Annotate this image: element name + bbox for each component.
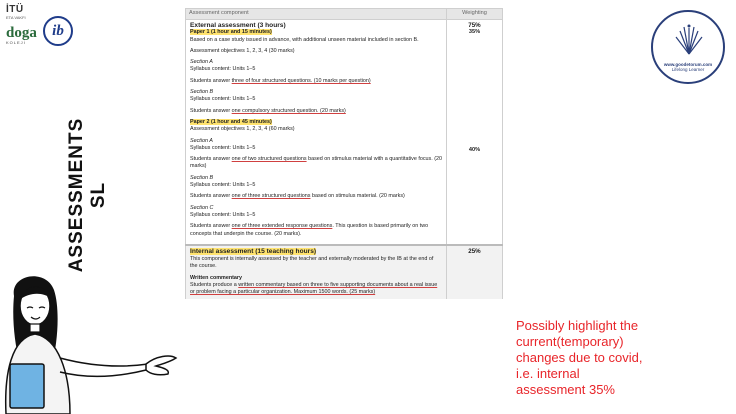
school-logo <box>6 4 42 45</box>
table-row <box>186 245 503 299</box>
speaker-note: Possibly highlight the current(temporary) changes due to covid, i.e. internal assessment 35% <box>516 318 643 397</box>
school-name: İTÜ <box>6 4 24 15</box>
pencils-icon <box>674 22 704 56</box>
commentary-desc: Students produce a written commentary based on three to five supporting documents about a real issue or problem facing a particular organization. Maximum 1500 words. (25 marks) <box>190 282 438 296</box>
internal-cell <box>186 245 447 299</box>
slide-title-text <box>66 100 110 290</box>
paper1-section-b-label: Section B <box>190 89 214 96</box>
table-header-row <box>186 9 503 20</box>
paper1-section-a-content: Syllabus content: Units 1–5 <box>190 66 256 73</box>
internal-title: Internal assessment (15 teaching hours) <box>190 247 317 255</box>
paper1-desc: Based on a case study issued in advance, with additional unseen material included in section B. <box>190 36 419 43</box>
external-weight: 75% <box>468 22 481 29</box>
paper2-section-c-label: Section C <box>190 204 214 211</box>
presenter-icon <box>0 272 180 414</box>
external-weight-cell <box>447 20 503 245</box>
paper2-section-c-content: Syllabus content: Units 1–5 <box>190 211 256 218</box>
commentary-title: Written commentary <box>190 274 243 281</box>
paper2-section-c-task: Students answer one of three extended response questions. This question is based primarily on two concepts that underpin the course. (20 marks). <box>190 223 429 237</box>
table-row <box>186 20 503 245</box>
paper2-section-a-label: Section A <box>190 137 213 144</box>
internal-weight: 25% <box>447 245 503 299</box>
paper2-section-b-label: Section B <box>190 174 214 181</box>
assessment-table-image <box>185 8 503 408</box>
lifelong-learner-logo <box>651 10 725 84</box>
koleji-wordmark: KOLEJİ <box>6 40 26 45</box>
paper2-title: Paper 2 (1 hour and 45 minutes) <box>190 118 272 125</box>
paper2-section-a-content: Syllabus content: Units 1–5 <box>190 144 256 151</box>
ib-logo-text: ib <box>52 22 64 39</box>
paper1-section-b-task: Students answer one compulsory structured question. (20 marks) <box>190 107 346 114</box>
external-cell <box>186 20 447 245</box>
school-sub: ETA VAKFI <box>6 15 26 20</box>
header-component: Assessment component <box>186 9 447 20</box>
paper1-objectives: Assessment objectives 1, 2, 3, 4 (30 marks) <box>190 47 295 54</box>
stamp-tagline: Lifelong Learner <box>671 67 705 72</box>
slide-title-line1: ASSESSMENTS <box>66 117 87 273</box>
slide-title <box>66 100 121 290</box>
paper2-weight: 40% <box>468 146 481 153</box>
paper2-section-b-content: Syllabus content: Units 1–5 <box>190 182 256 189</box>
slide-title-line2: SL <box>88 181 109 209</box>
paper1-title: Paper 1 (1 hour and 15 minutes) <box>190 29 272 36</box>
paper2-section-b-task: Students answer one of three structured questions based on stimulus material. (20 marks) <box>190 193 405 200</box>
paper1-section-a-label: Section A <box>190 59 213 66</box>
stamp-site: www.goodetorum.com <box>663 62 713 67</box>
paper1-section-a-task: Students answer three of four structured questions. (10 marks per question) <box>190 77 371 84</box>
header-weighting: Weighting <box>447 9 503 20</box>
paper2-section-a-task: Students answer one of two structured questions based on stimulus material with a quantitative focus. (20 marks) <box>190 156 443 170</box>
paper1-section-b-content: Syllabus content: Units 1–5 <box>190 96 256 103</box>
doga-wordmark: doga <box>6 25 37 41</box>
presenter-illustration <box>0 272 180 414</box>
internal-desc: This component is internally assessed by the teacher and externally moderated by the IB at the end of the course. <box>190 256 434 270</box>
external-title: External assessment (3 hours) <box>190 22 286 29</box>
paper1-weight: 35% <box>468 29 481 36</box>
assessment-table <box>185 8 503 299</box>
paper2-objectives: Assessment objectives 1, 2, 3, 4 (60 marks) <box>190 126 295 133</box>
ib-logo <box>43 16 73 46</box>
